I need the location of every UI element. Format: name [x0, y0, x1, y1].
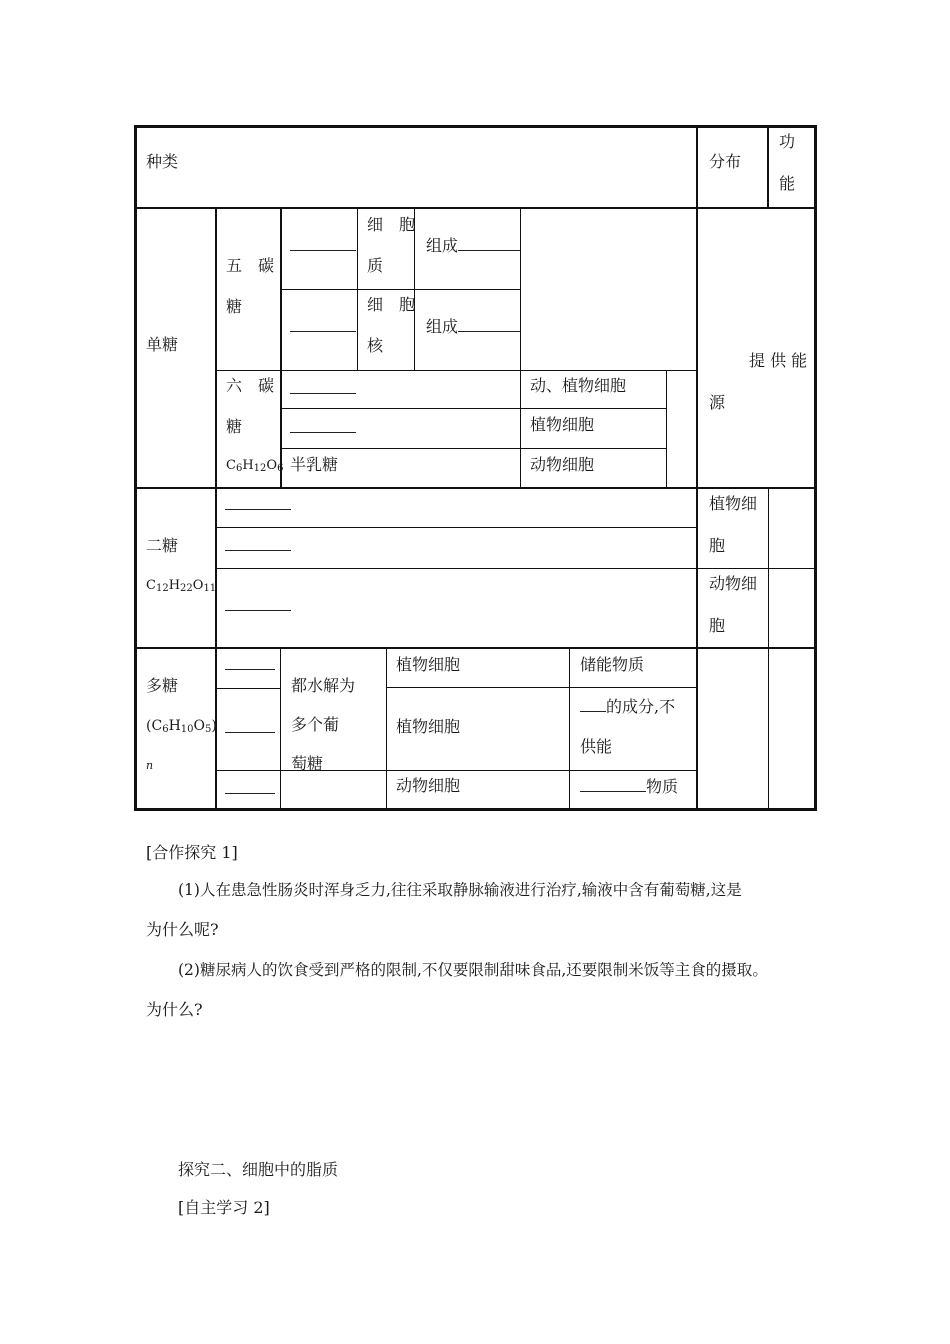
poly-hydrolysis-2: 多个葡: [291, 715, 340, 734]
header-distribution: 分布: [709, 152, 742, 171]
self-study-title: [自主学习 2]: [178, 1198, 270, 1217]
blank-compose-rna[interactable]: [458, 235, 520, 251]
coop-q1-line2: 为什么呢?: [146, 920, 219, 939]
di-plant-2: 胞: [709, 536, 726, 555]
header-function-1: 功: [779, 132, 796, 151]
blank-cellulose[interactable]: [225, 717, 275, 733]
blank-deoxyribose[interactable]: [290, 316, 356, 332]
poly-animal: 动物细胞: [396, 776, 461, 795]
mono-dist-3: 动物细胞: [530, 455, 595, 474]
blank-lactose[interactable]: [225, 595, 291, 611]
mono-dist-1: 动、植物细胞: [530, 376, 627, 395]
hexose-label-2: 糖: [226, 417, 243, 436]
poly-component-text: 的成分,不: [606, 697, 676, 716]
galactose-label: 半乳糖: [290, 455, 339, 474]
coop-q2-line1: (2)糖尿病人的饮食受到严格的限制,不仅要限制甜味食品,还要限制米饭等主食的摄取。: [178, 961, 768, 979]
explore2-title: 探究二、细胞中的脂质: [178, 1160, 339, 1179]
compose-dna-text: 组成: [426, 317, 459, 336]
compose-rna-text: 组成: [426, 236, 459, 255]
di-label: 二糖: [146, 536, 179, 555]
mono-function-2: 源: [709, 393, 726, 412]
poly-label: 多糖: [146, 676, 179, 695]
di-animal-2: 胞: [709, 616, 726, 635]
blank-compose-dna[interactable]: [458, 316, 520, 332]
header-kind: 种类: [146, 152, 179, 171]
hexose-label-1: 六 碳: [226, 376, 275, 395]
poly-hydrolysis-3: 萄糖: [291, 754, 324, 773]
compose-dna: [426, 316, 520, 337]
poly-substance-text: 物质: [646, 777, 679, 796]
blank-glucose[interactable]: [290, 378, 356, 394]
blank-ribose[interactable]: [290, 235, 356, 251]
blank-maltose[interactable]: [225, 535, 291, 551]
blank-substance[interactable]: [580, 776, 646, 792]
blank-fructose[interactable]: [290, 417, 356, 433]
pentose-label-2: 糖: [226, 297, 243, 316]
poly-substance: [580, 776, 678, 797]
blank-starch[interactable]: [225, 654, 275, 670]
poly-plant-a: 植物细胞: [396, 655, 461, 674]
mono-function-1: 提 供 能: [749, 351, 808, 370]
nucleus-label-2: 核: [367, 336, 384, 355]
coop-q2-line2: 为什么?: [146, 1000, 203, 1019]
di-animal-1: 动物细: [709, 574, 758, 593]
nucleus-label-1: 细 胞: [367, 295, 416, 314]
mono-dist-2: 植物细胞: [530, 415, 595, 434]
poly-store-energy: 储能物质: [580, 655, 645, 674]
poly-component-2: 供能: [580, 737, 613, 756]
header-function-2: 能: [779, 174, 796, 193]
blank-component[interactable]: [580, 696, 606, 712]
coop-q1-line1: (1)人在患急性肠炎时浑身乏力,往往采取静脉输液进行治疗,输液中含有葡萄糖,这是: [178, 881, 742, 899]
mono-label: 单糖: [146, 335, 179, 354]
coop-title: [合作探究 1]: [146, 843, 238, 862]
blank-sucrose[interactable]: [225, 494, 291, 510]
poly-formula-n: n: [146, 759, 154, 772]
compose-rna: [426, 235, 520, 256]
cytoplasm-label-1: 细 胞: [367, 215, 416, 234]
poly-hydrolysis-1: 都水解为: [291, 676, 356, 695]
poly-formula: $(C_6H_{10}O_5)$: [146, 718, 217, 735]
pentose-label-1: 五 碳: [226, 256, 275, 275]
cytoplasm-label-2: 质: [367, 256, 384, 275]
di-plant-1: 植物细: [709, 494, 758, 513]
di-formula: $C_{12}H_{22}O_{11}$: [146, 578, 217, 594]
hexose-formula: $C_6H_{12}O_6$: [226, 458, 284, 474]
poly-component: [580, 696, 675, 717]
blank-glycogen[interactable]: [225, 778, 275, 794]
poly-plant-b: 植物细胞: [396, 717, 461, 736]
